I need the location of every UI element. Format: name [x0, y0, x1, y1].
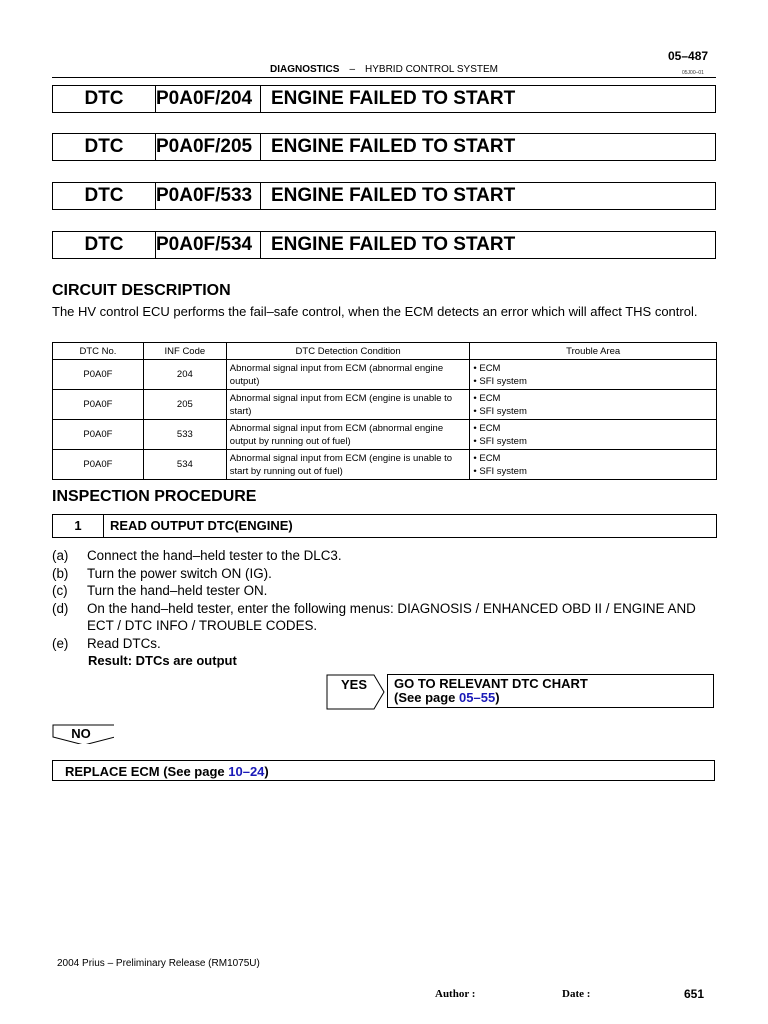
dtc-title-box — [52, 231, 716, 259]
table-header-row — [53, 343, 717, 360]
folio-number: 651 — [684, 987, 705, 1001]
step-label: (e) — [52, 635, 69, 651]
author-label: Author : — [435, 988, 476, 1000]
page-link-05-55[interactable]: 05–55 — [459, 690, 496, 705]
list-item — [52, 582, 720, 600]
condition-cell: Abnormal signal input from ECM (engine is unable to start by running out of fuel) — [226, 450, 470, 480]
system-name: HYBRID CONTROL SYSTEM — [365, 64, 498, 75]
release-footer: 2004 Prius – Preliminary Release (RM1075U) — [57, 958, 260, 969]
dtc-title: ENGINE FAILED TO START — [271, 234, 516, 255]
yes-arrow — [326, 674, 386, 710]
area-line: • ECM — [473, 452, 501, 464]
section-name: DIAGNOSTICS — [270, 64, 340, 75]
area-cell — [470, 450, 717, 480]
area-line: • SFI system — [473, 405, 527, 417]
condition-cell: Abnormal signal input from ECM (abnormal engine output) — [226, 360, 470, 390]
area-cell — [470, 360, 717, 390]
dtc-label: DTC — [53, 232, 156, 258]
dtc-cell: P0A0F — [53, 420, 144, 450]
dtc-title-box — [52, 85, 716, 113]
area-line: • SFI system — [473, 435, 527, 447]
list-item — [52, 600, 720, 635]
dtc-code: P0A0F/534 — [156, 232, 261, 258]
list-item — [52, 565, 720, 583]
running-header — [52, 64, 716, 75]
dtc-label: DTC — [53, 134, 156, 160]
condition-cell: Abnormal signal input from ECM (engine is unable to start) — [226, 390, 470, 420]
step-title: READ OUTPUT DTC(ENGINE) — [110, 518, 293, 533]
yes-line1: GO TO RELEVANT DTC CHART — [394, 676, 588, 691]
table-row — [53, 450, 717, 480]
yes-line2 — [394, 691, 713, 705]
doc-code: 05J00–01 — [682, 70, 704, 76]
replace-suffix: ) — [264, 764, 269, 779]
yes-prefix: (See page — [394, 690, 460, 705]
list-item — [52, 547, 720, 565]
area-line: • SFI system — [473, 465, 527, 477]
inf-cell: 205 — [143, 390, 226, 420]
step-text: On the hand–held tester, enter the following menus: DIAGNOSIS / ENHANCED OBD II / ENGINE AND ECT / DTC INFO / TROUBLE CODES. — [87, 600, 696, 633]
no-label: NO — [71, 726, 91, 741]
dtc-title: ENGINE FAILED TO START — [271, 185, 516, 206]
replace-ecm-box — [52, 760, 715, 781]
result-text: Result: DTCs are output — [88, 653, 237, 668]
dtc-cell: P0A0F — [53, 360, 144, 390]
dtc-label: DTC — [53, 86, 156, 112]
step-text: Turn the power switch ON (IG). — [87, 565, 272, 581]
replace-prefix: REPLACE ECM (See page — [65, 764, 229, 779]
step-list — [52, 547, 720, 652]
column-header: Trouble Area — [470, 343, 717, 360]
area-line: • ECM — [473, 392, 501, 404]
table-row — [53, 390, 717, 420]
circuit-description-text: The HV control ECU performs the fail–safe control, when the ECM detects an error which will affect THS control. — [52, 304, 698, 319]
area-cell — [470, 420, 717, 450]
table-row — [53, 420, 717, 450]
page-number: 05–487 — [668, 49, 709, 63]
dtc-title: ENGINE FAILED TO START — [271, 88, 516, 109]
step-label: (b) — [52, 565, 69, 581]
inf-cell: 204 — [143, 360, 226, 390]
inspection-procedure-heading: INSPECTION PROCEDURE — [52, 488, 257, 505]
dtc-cell: P0A0F — [53, 390, 144, 420]
page-link-10-24[interactable]: 10–24 — [228, 764, 265, 779]
step-label: (c) — [52, 583, 68, 598]
inf-cell: 534 — [143, 450, 226, 480]
step-text: Turn the hand–held tester ON. — [87, 583, 268, 598]
step-text: Connect the hand–held tester to the DLC3. — [87, 548, 342, 563]
dtc-code: P0A0F/204 — [156, 86, 261, 112]
column-header: DTC Detection Condition — [226, 343, 470, 360]
area-line: • ECM — [473, 422, 501, 434]
column-header: DTC No. — [53, 343, 144, 360]
date-label: Date : — [562, 988, 591, 1000]
yes-suffix: ) — [495, 690, 500, 705]
area-line: • ECM — [473, 362, 501, 374]
area-line: • SFI system — [473, 375, 527, 387]
step-label: (a) — [52, 548, 69, 563]
yes-result-box — [387, 674, 714, 708]
area-cell — [470, 390, 717, 420]
dtc-cell: P0A0F — [53, 450, 144, 480]
list-item — [52, 635, 720, 653]
dtc-title-box — [52, 133, 716, 161]
inf-cell: 533 — [143, 420, 226, 450]
dtc-table — [52, 342, 717, 480]
table-row — [53, 360, 717, 390]
step-box — [52, 514, 717, 538]
dtc-title-box — [52, 182, 716, 210]
dtc-code: P0A0F/533 — [156, 183, 261, 209]
dtc-label: DTC — [53, 183, 156, 209]
yes-label: YES — [340, 677, 368, 692]
column-header: INF Code — [143, 343, 226, 360]
header-rule — [52, 77, 716, 78]
dtc-title: ENGINE FAILED TO START — [271, 136, 516, 157]
dtc-code: P0A0F/205 — [156, 134, 261, 160]
step-number: 1 — [53, 515, 104, 537]
step-text: Read DTCs. — [87, 635, 161, 651]
header-separator: – — [349, 64, 356, 75]
circuit-description-heading: CIRCUIT DESCRIPTION — [52, 282, 231, 299]
step-label: (d) — [52, 600, 69, 616]
no-arrow — [52, 724, 114, 744]
condition-cell: Abnormal signal input from ECM (abnormal engine output by running out of fuel) — [226, 420, 470, 450]
